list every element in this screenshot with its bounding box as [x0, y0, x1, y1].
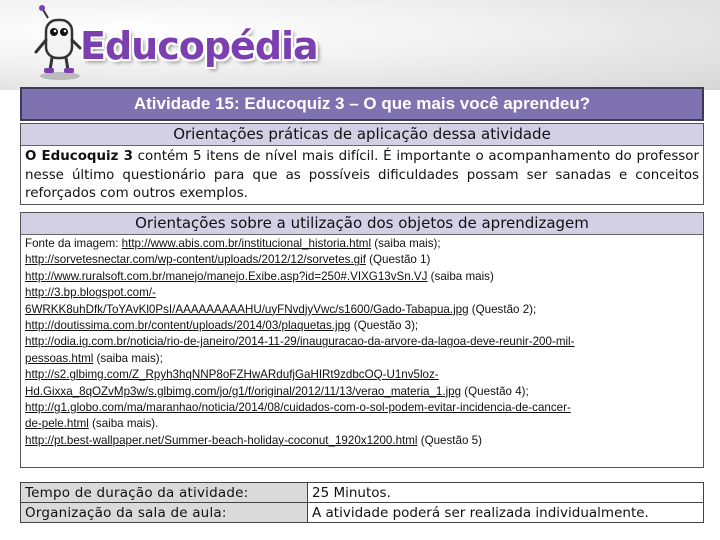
source-line [25, 334, 699, 350]
source-note: (Questão 4); [461, 384, 529, 398]
source-line [25, 400, 699, 416]
source-note: (saiba mais). [88, 417, 159, 431]
source-link[interactable]: pessoas.html [25, 351, 94, 365]
source-line [25, 252, 699, 268]
source-link[interactable]: Hd.Gixxa_8qOZvMp3w/s.glbimg.com/jo/g1/f/original/2012/11/13/verao_materia_1.jpg [25, 384, 462, 398]
table-row [21, 503, 704, 523]
duration-label: Tempo de duração da atividade: [21, 483, 308, 503]
source-link[interactable]: http://www.abis.com.br/institucional_historia.html [121, 237, 372, 250]
source-link[interactable]: de-pele.html [25, 417, 89, 431]
body-text: contém 5 itens de nível mais difícil. É importante o acompanhamento do professor nesse último questionário para que as possíveis dificuldades possam ser sanadas e conceitos reforçados com outros exemplos. [25, 149, 699, 201]
table-row [21, 483, 704, 503]
source-note: (Questão 2); [468, 302, 537, 316]
source-line [25, 318, 699, 334]
section-heading: Orientações sobre a utilização dos objetos de aprendizagem [21, 213, 703, 235]
source-line [25, 269, 699, 285]
activity-info-table [20, 482, 704, 523]
duration-value: 25 Minutos. [308, 483, 704, 503]
source-line [25, 384, 699, 400]
source-link[interactable]: http://g1.globo.com/ma/maranhao/noticia/2014/08/cuidados-com-o-sol-podem-evitar-incidencia-de-cancer- [25, 401, 571, 415]
section-body [21, 146, 703, 204]
source-line [25, 351, 699, 367]
source-line [25, 367, 699, 383]
section-heading: Orientações práticas de aplicação dessa atividade [21, 124, 703, 146]
source-line [25, 302, 699, 318]
source-link[interactable]: http://3.bp.blogspot.com/- [25, 286, 156, 300]
learning-objects-section [20, 212, 704, 468]
source-note: (Questão 5) [417, 433, 482, 447]
header-banner [0, 0, 720, 90]
logo-text: Educopédia [80, 24, 318, 68]
source-link[interactable]: http://sorvetesnectar.com/wp-content/uploads/2012/12/sorvetes.gif [25, 253, 366, 267]
source-link[interactable]: http://pt.best-wallpaper.net/Summer-beach-holiday-coconut_1920x1200.html [25, 433, 418, 447]
source-link[interactable]: http://s2.glbimg.com/Z_Rpyh3hqNNP8oFZHwARdufjGaHIRt9zdbcOQ-U1nv5loz- [25, 368, 439, 382]
practical-guidelines-section [20, 123, 704, 205]
activity-title: Atividade 15: Educoquiz 3 – O que mais você aprendeu? [133, 94, 591, 113]
source-link[interactable]: 6WRKK8uhDfk/ToYAvKl0PsI/AAAAAAAAAHU/uyFNvdjyVwc/s1600/Gado-Tabapua.jpg [25, 302, 469, 316]
activity-title-bar [20, 87, 704, 121]
source-link[interactable]: http://doutissima.com.br/content/uploads/2014/03/plaquetas.jpg [25, 319, 351, 333]
source-note: (saiba mais); [371, 237, 441, 250]
organization-label: Organização da sala de aula: [21, 503, 308, 523]
source-note: Fonte da imagem: [25, 237, 122, 250]
source-link[interactable]: http://odia.ig.com.br/noticia/rio-de-janeiro/2014-11-29/inauguracao-da-arvore-da-lagoa-deve-reunir-200-mil- [25, 335, 575, 349]
source-note: (Questão 3); [350, 319, 419, 333]
sources-list [21, 235, 703, 449]
source-note: (saiba mais) [427, 269, 494, 283]
bold-lead: O Educoquiz 3 [25, 149, 133, 164]
source-line [25, 236, 699, 252]
source-line [25, 416, 699, 432]
source-note: (saiba mais); [93, 351, 163, 365]
organization-value: A atividade poderá ser realizada individualmente. [308, 503, 704, 523]
source-line [25, 433, 699, 449]
source-line [25, 285, 699, 301]
source-note: (Questão 1) [365, 253, 431, 267]
source-link[interactable]: http://www.ruralsoft.com.br/manejo/manejo.Exibe.asp?id=250#.VIXG13vSn.VJ [25, 269, 428, 283]
